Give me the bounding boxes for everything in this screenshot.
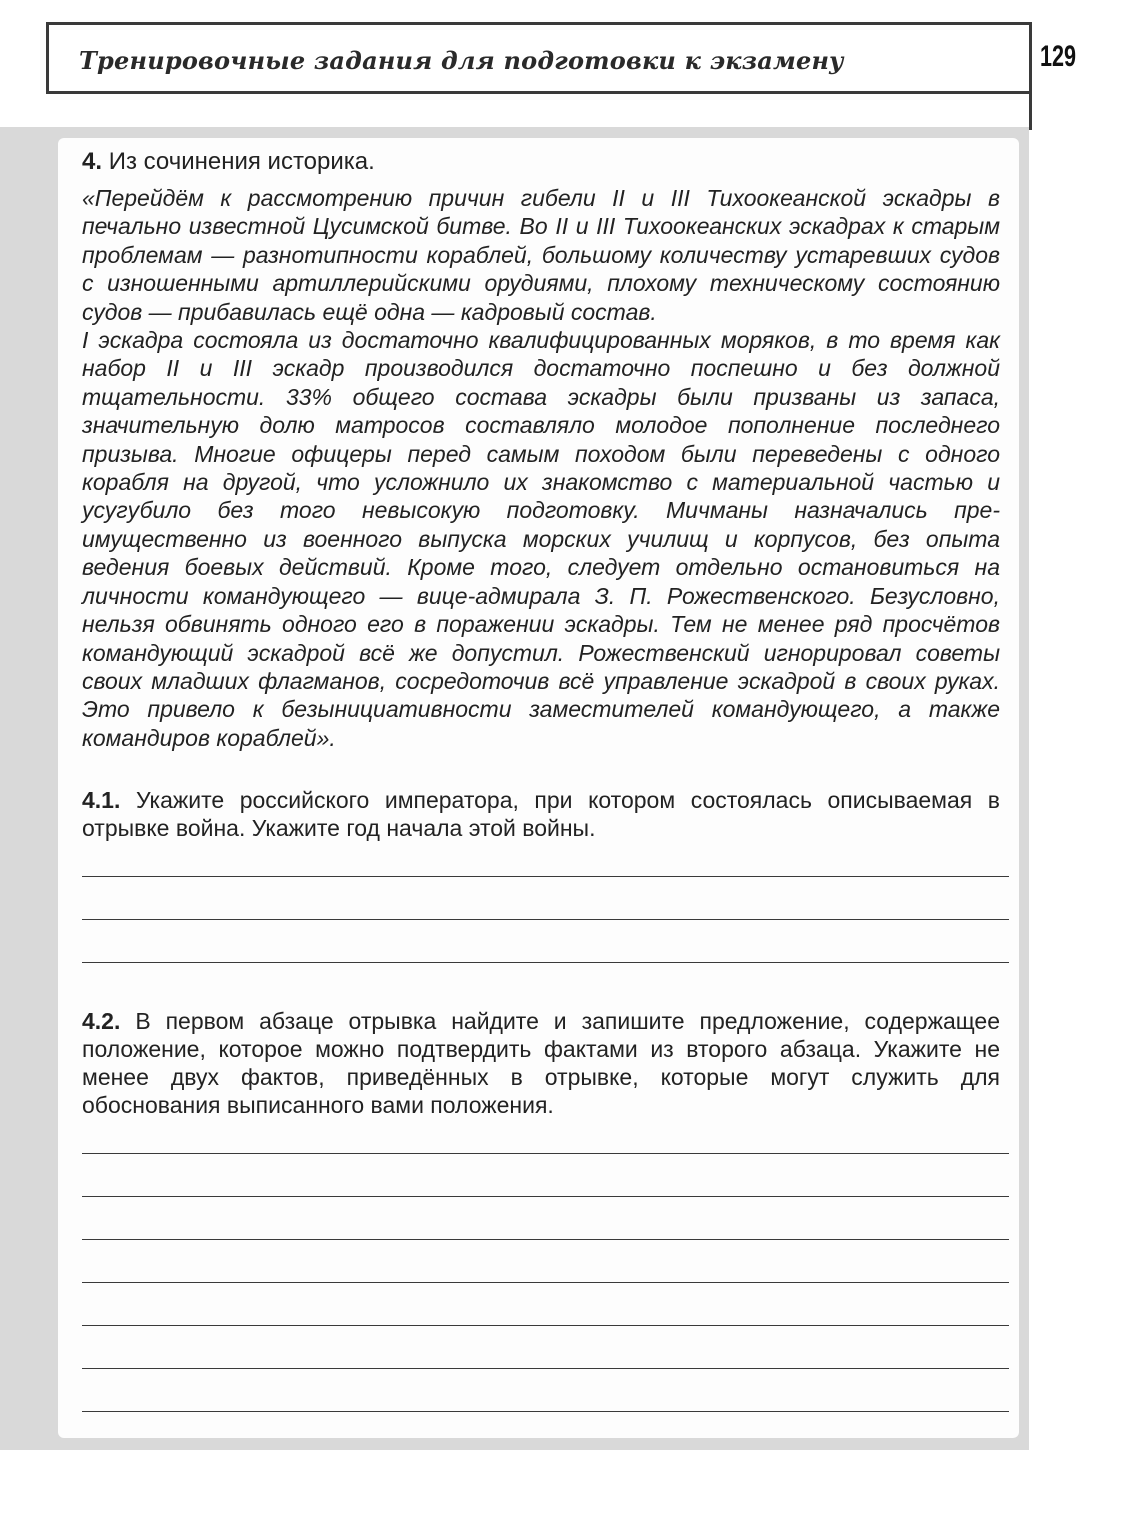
question-4-2 xyxy=(82,1007,1000,1119)
answer-line[interactable] xyxy=(82,1153,1009,1154)
answer-line[interactable] xyxy=(82,1239,1009,1240)
answer-lines-4-2 xyxy=(82,1153,1000,1412)
quote-paragraph-2: I эскадра состояла из достаточно квалифицированных моряков, в то время как набор II и III эскадр производился достаточно поспешно и без должной тщательности. 33% общего состава эскадры были призваны из запаса, значительную долю матросов составляло молодое пополнение последнего призыва. Многие офицеры перед самым походом были переведены с одного корабля на другой, что усложнило их знакомство с материальной частью и усугубило без того невысокую подготовку. Мичманы назначались преимущественно из военного выпуска морских училищ и корпусов, без опыта ведения боевых действий. Кроме того, следует отдельно остановиться на личности командующего — вице-адмирала З. П. Рожественского. Безусловно, нельзя обвинять одного его в поражении эскадры. Тем не менее ряд просчётов командующий эскадрой всё же допустил. Рожественский игнорировал советы своих младших флагманов, сосредоточив всё управление эскадрой в своих руках. Это привело к безынициативности заместителей командующего, а также командиров кораблей». xyxy=(82,327,1000,751)
answer-line[interactable] xyxy=(82,1196,1009,1197)
question-4-1 xyxy=(82,786,1000,842)
answer-line[interactable] xyxy=(82,962,1009,963)
answer-line[interactable] xyxy=(82,1325,1009,1326)
historian-quote xyxy=(82,184,1000,752)
question-text: Укажите российского императора, при котором состоялась описываемая в отрывке война. Укажите год начала этой войны. xyxy=(82,787,1001,842)
answer-line[interactable] xyxy=(82,919,1009,920)
running-header-title: Тренировочные задания для подготовки к экзамену xyxy=(79,46,844,75)
task-number: 4. xyxy=(82,148,103,175)
question-number: 4.1. xyxy=(82,787,121,814)
answer-line[interactable] xyxy=(82,1411,1009,1412)
question-text: В первом абзаце отрывка найдите и запишите предложение, содержащее положение, которое можно подтвердить фактами из второго абзаца. Укажите не менее двух фактов, приведённых в отрывке, которые могут служить для обоснования выписанного вами положения. xyxy=(82,1008,1000,1119)
answer-line[interactable] xyxy=(82,876,1009,877)
answer-lines-4-1 xyxy=(82,876,1000,963)
task-heading xyxy=(82,148,1000,176)
header-box xyxy=(46,22,1032,94)
header-divider xyxy=(1029,90,1032,130)
task-content xyxy=(82,148,1000,1412)
question-number: 4.2. xyxy=(82,1008,121,1035)
page-number: 129 xyxy=(1040,40,1077,73)
answer-line[interactable] xyxy=(82,1282,1009,1283)
answer-line[interactable] xyxy=(82,1368,1009,1369)
task-heading-text: Из сочинения историка. xyxy=(108,148,375,175)
quote-paragraph-1: «Перейдём к рассмотрению причин гибели II и III Тихоокеанской эскадры в печально известной Цусимской битве. Во II и III Тихоокеанских эскадрах к старым проблемам — разнотипности кораблей, большому количеству устаревших судов с изношенными артиллерийскими орудиями, плохому техническому состоянию судов — прибавилась ещё одна — кадровый состав. xyxy=(82,185,1000,325)
